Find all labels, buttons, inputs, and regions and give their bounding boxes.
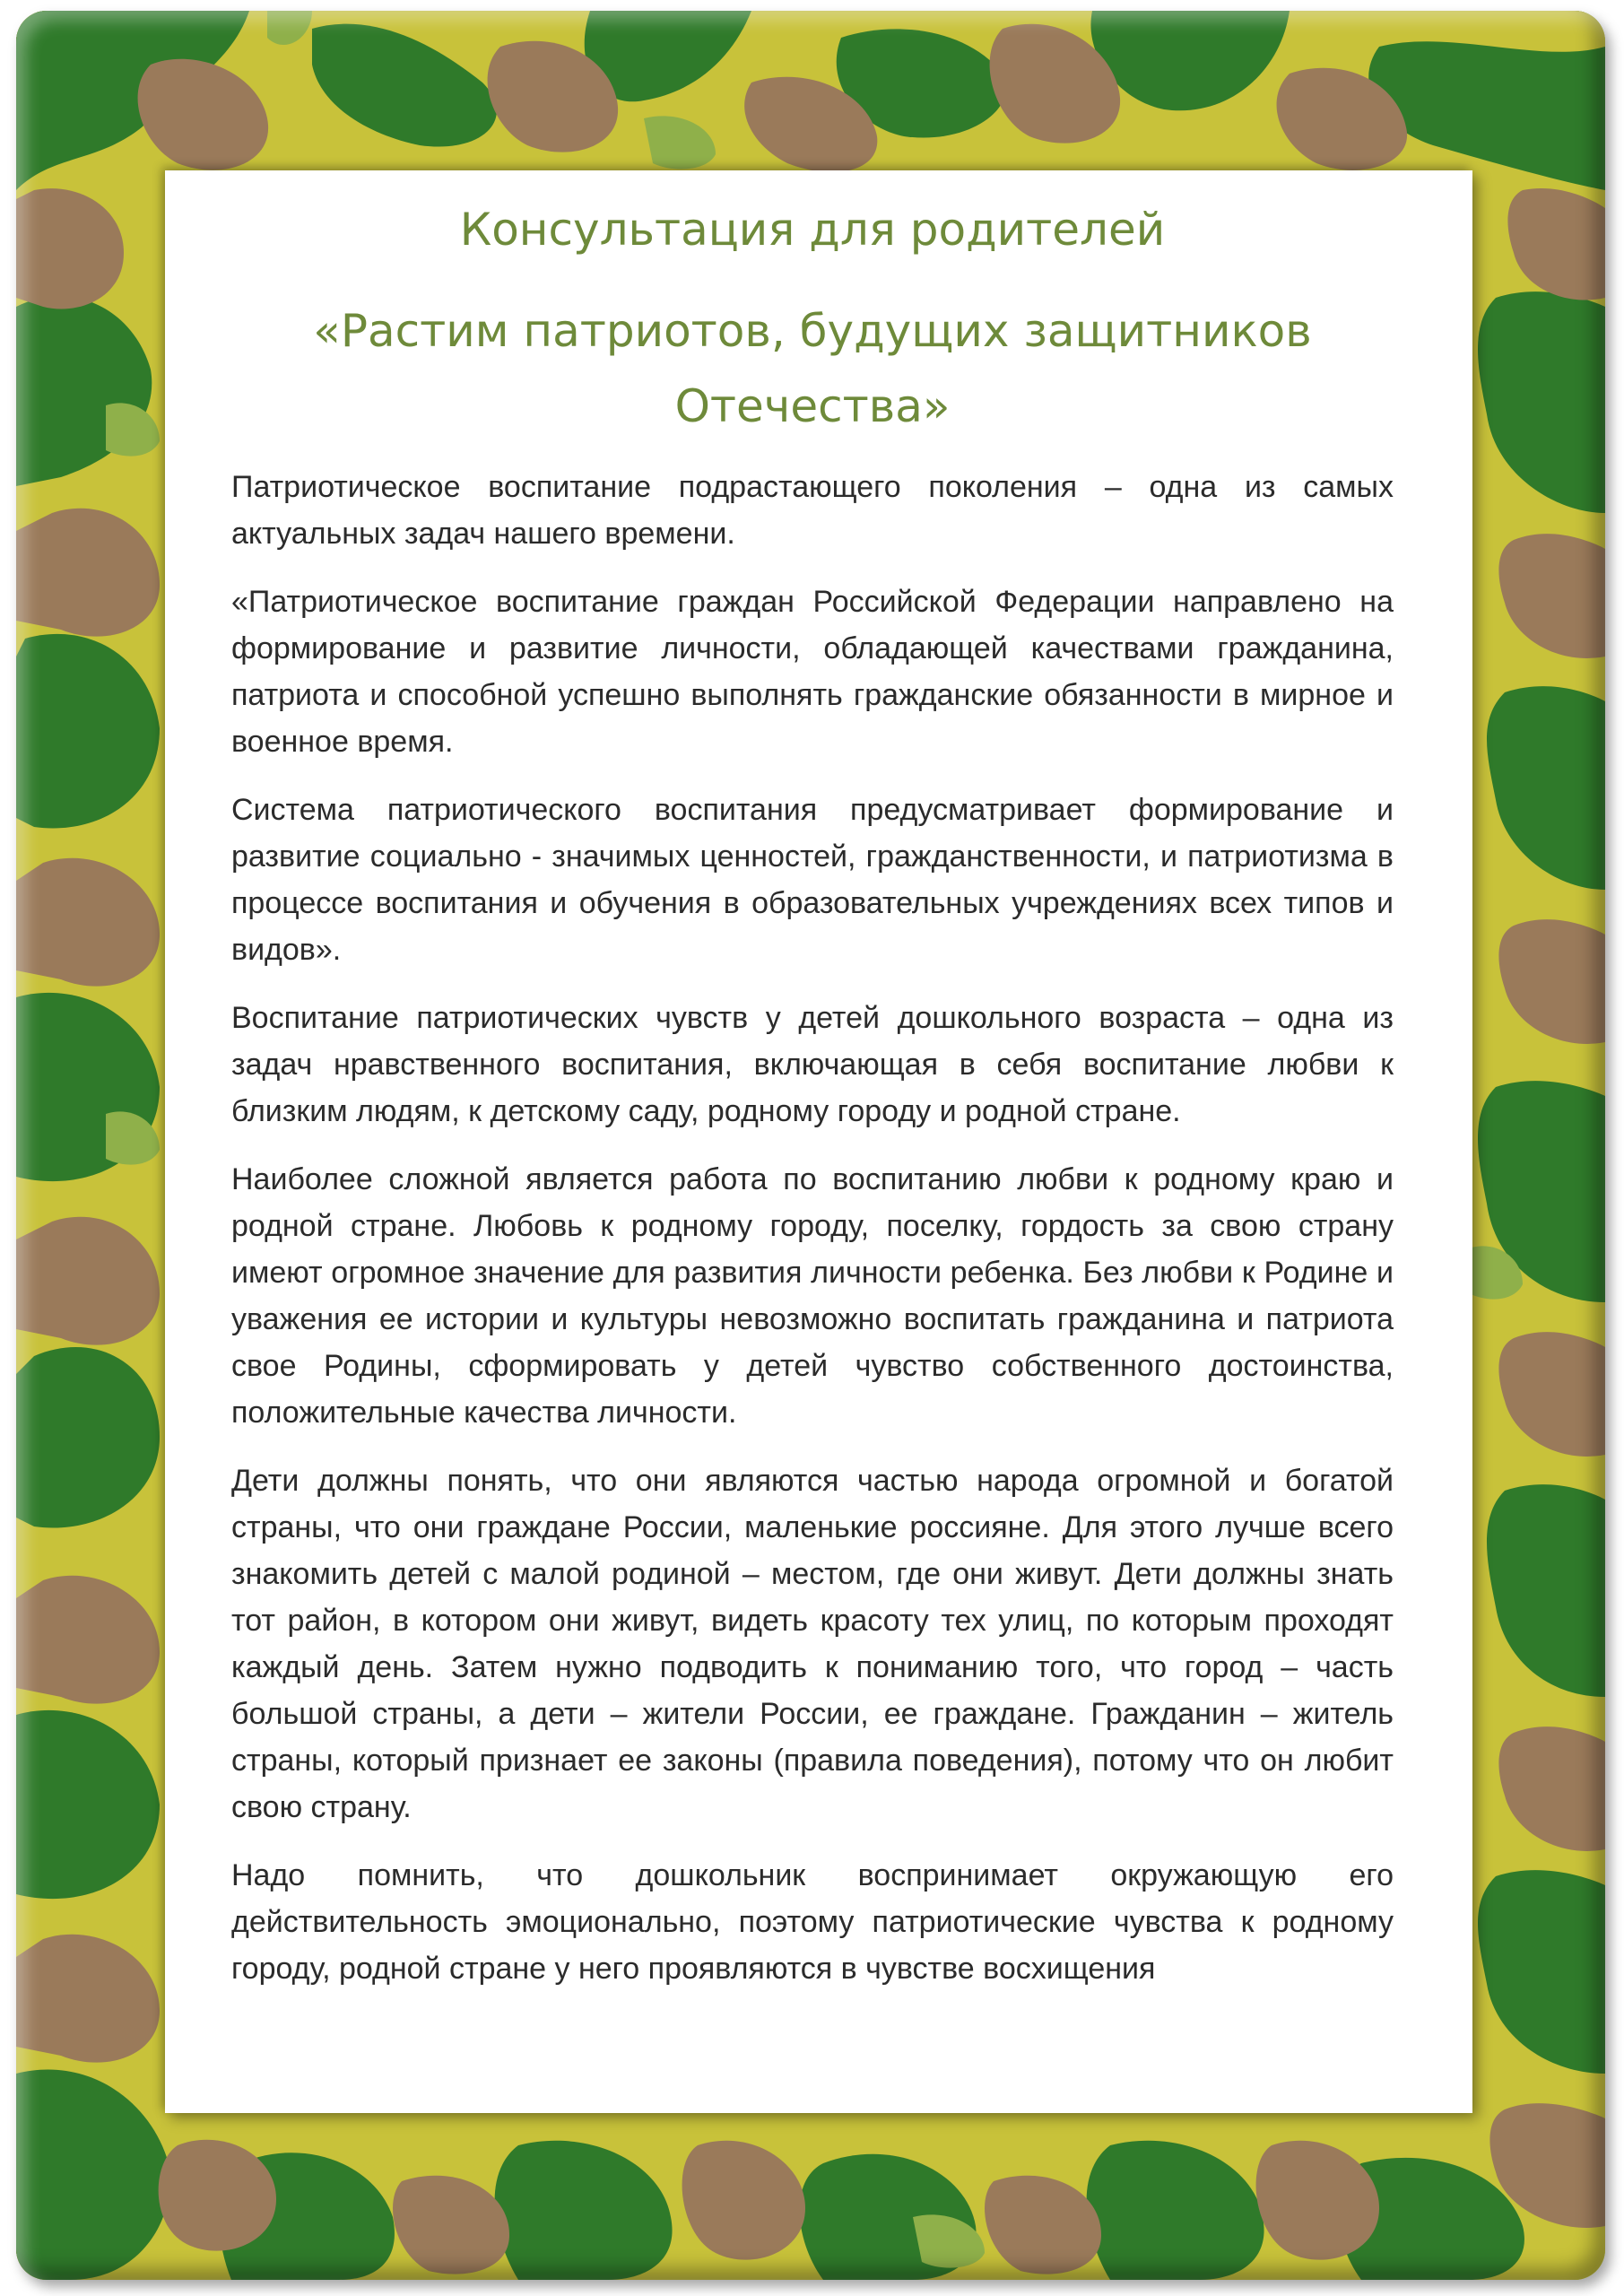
document-content: [231, 184, 1394, 2013]
paragraph-5: Наиболее сложной является работа по воспитанию любви к родному краю и родной стране. Любовь к родному городу, поселку, гордость за свою страну имеют огромное значение для развития личности ребенка. Без любви к Родине и уважения ее истории и культуры невозможно воспитать гражданина и патриота свое Родины, сформировать у детей чувство собственного достоинства, положительные качества личности.: [231, 1162, 1394, 1430]
paragraph-4: Воспитание патриотических чувств у детей дошкольного возраста – одна из задач нравственного воспитания, включающая в себя воспитание любви к близким людям, к детскому саду, родному городу и родной стране.: [231, 1001, 1394, 1128]
paragraph-7: Надо помнить, что дошкольник воспринимает окружающую его действительность эмоционально, поэтому патриотические чувства к родному городу, родной стране у него проявляются в чувстве восхищения: [231, 1858, 1394, 1986]
paragraph-2: «Патриотическое воспитание граждан Российской Федерации направлено на формирование и развитие личности, обладающей качествами гражданина, патриота и способной успешно выполнять гражданские обязанности в мирное и военное время.: [231, 585, 1394, 759]
title-line-2: «Растим патриотов, будущих защитников Отечества»: [313, 305, 1312, 432]
paragraph-3: Система патриотического воспитания предусматривает формирование и развитие социально - значимых ценностей, гражданственности, и патриотизма в процессе воспитания и обучения в образовательных учреждениях всех типов и видов».: [231, 793, 1394, 967]
paragraph-6: Дети должны понять, что они являются частью народа огромной и богатой страны, что они граждане России, маленькие россияне. Для этого лучше всего знакомить детей с малой родиной – местом, где они живут. Дети должны знать тот район, в котором они живут, видеть красоту тех улиц, по которым проходят каждый день. Затем нужно подводить к пониманию того, что город – часть большой страны, а дети – жители России, ее граждане. Гражданин – житель страны, который признает ее законы (правила поведения), потому что он любит свою страну.: [231, 1464, 1394, 1824]
title-line-1: Консультация для родителей: [459, 204, 1166, 256]
paragraph-1: Патриотическое воспитание подрастающего поколения – одна из самых актуальных задач нашего времени.: [231, 470, 1394, 551]
